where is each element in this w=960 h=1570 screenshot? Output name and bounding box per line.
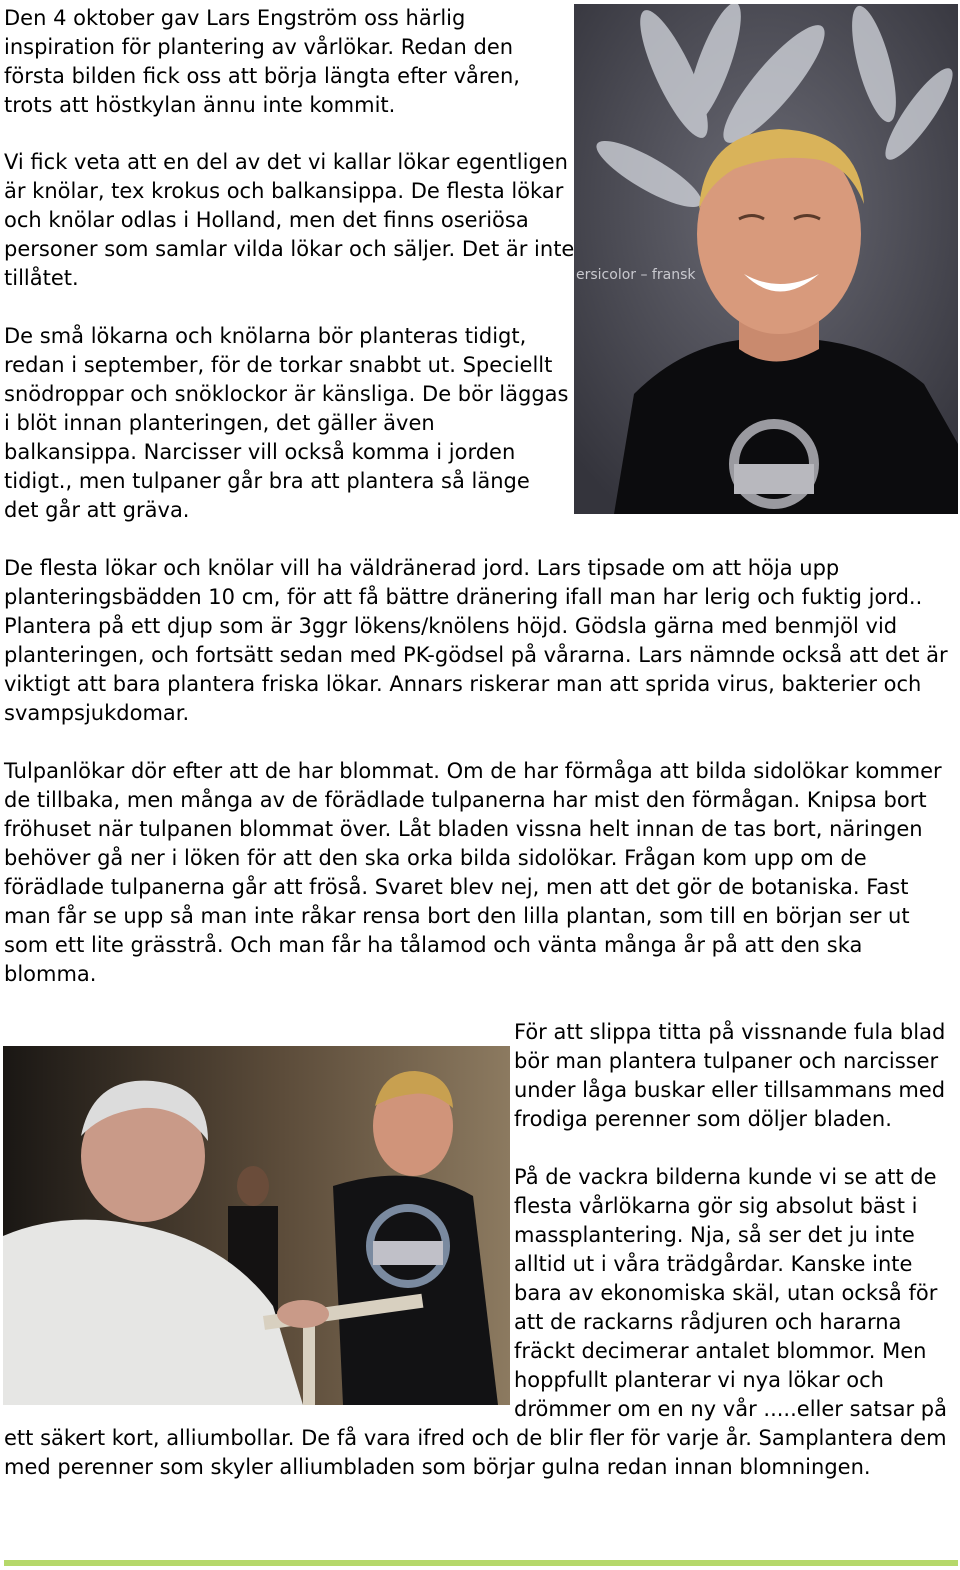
intro-paragraph-3: De små lökarna och knölarna bör planteras tidigt, redan i september, för de torkar snabbt ut. Speciellt snödroppar och snöklockor är känsliga. De bör läggas i blöt innan planteringen, det gäller även balkansippa. Narcisser vill också komma i jorden tidigt., men tulpaner går bra att plantera så länge det går att gräva. — [4, 324, 569, 522]
massplanting-paragraph: På de vackra bilderna kunde vi se att de flesta vårlökarna gör sig absolut bäst i massplantering. Nja, så ser det ju inte alltid ut i våra trädgårdar. Kanske inte bara av ekonomiska skäl, utan också för att de rackarns rådjuren och hararna fräckt decimerar antalet blommor. Men hoppfullt planterar vi nya lökar och drömmer om en ny vår .....eller satsar på ett säkert kort, alliumbollar. De få vara ifred och de blir fler för varje år. Samplantera dem med perenner som skyler alliumbladen som börjar gulna redan innan blomningen. — [4, 1165, 947, 1479]
speaker-portrait-photo — [574, 4, 958, 514]
footer-divider — [4, 1560, 958, 1566]
slide-caption-text: ersicolor – fransk — [576, 267, 696, 283]
tulip-paragraph: Tulpanlökar dör efter att de har blommat. Om de har förmåga att bilda sidolökar kommer de tillbaka, men många av de förädlade tulpanerna har mist den förmågan. Knipsa bort fröhuset när tulpanen blommat över. Låt bladen vissna helt innan de tas bort, näringen behöver gå ner i löken för att den ska orka bilda sidolökar. Frågan kom upp om de förädlade tulpanerna går att fröså. Svaret blev nej, men att det gör de botaniska. Fast man får se upp så man inte råkar rensa bort den lilla plantan, som till en början ser ut som ett lite grässtrå. Och man får ha tålamod och vänta många år på att den ska blomma. — [4, 759, 942, 986]
intro-paragraph-1: Den 4 oktober gav Lars Engström oss härlig inspiration för plantering av vårlökar. Redan den första bilden fick oss att börja längta efter våren, trots att höstkylan ännu inte kommit. — [4, 6, 520, 117]
foliage-paragraph: För att slippa titta på vissnande fula blad bör man plantera tulpaner och narcisser under låga buskar eller tillsammans med frodiga perenner som döljer bladen. — [514, 1020, 946, 1131]
drainage-paragraph: De flesta lökar och knölar vill ha väldränerad jord. Lars tipsade om att höja upp planteringsbädden 10 cm, för att få bättre dränering ifall man har lerig och fuktig jord.. Plantera på ett djup som är 3ggr lökens/knölens höjd. Gödsla gärna med benmjöl vid planteringen, och fortsätt sedan med PK-gödsel på vårarna. Lars nämnde också att det är viktigt att bara plantera friska lökar. Annars riskerar man att sprida virus, bakterier och svampsjukdomar. — [4, 556, 948, 725]
closing-text-area — [4, 1018, 958, 1482]
intro-paragraph-2: Vi fick veta att en del av det vi kallar lökar egentligen är knölar, tex krokus och balkansippa. De flesta lökar och knölar odlas i Holland, men det finns oseriösa personer som samlar vilda lökar och säljer. Det är inte tillåtet. — [4, 150, 575, 290]
